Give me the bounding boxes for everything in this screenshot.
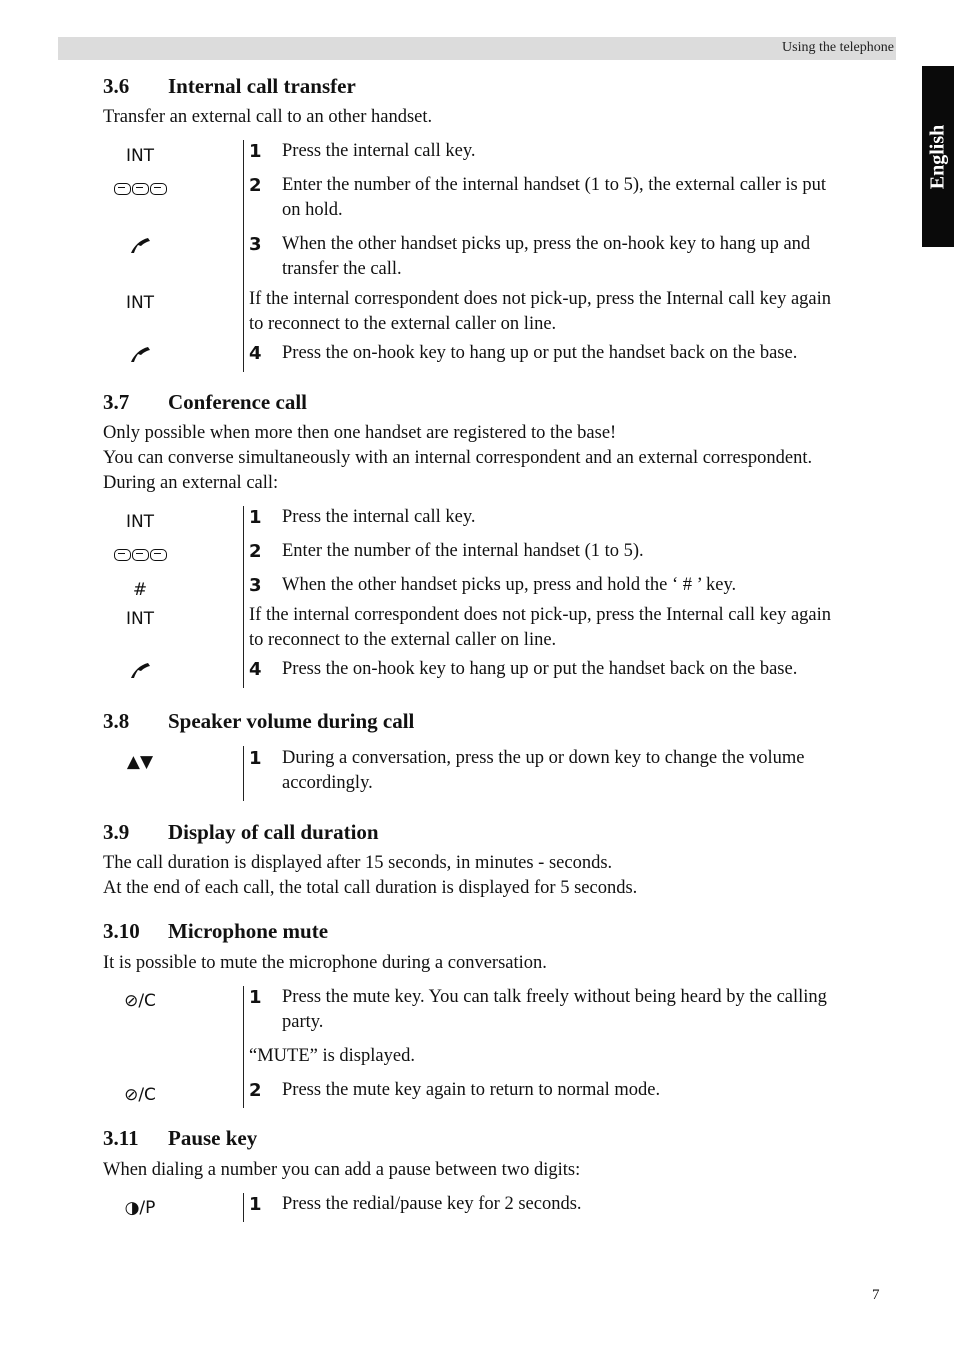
step-text: transfer the call. — [282, 259, 402, 279]
int-key-icon: INT — [125, 512, 155, 532]
section-number: 3.11 — [103, 1126, 139, 1150]
step-text: Press the mute key again to return to normal mode. — [282, 1080, 661, 1100]
section-heading — [103, 919, 328, 944]
instruction-divider — [243, 506, 244, 688]
key-icon — [132, 549, 149, 561]
language-tab — [922, 66, 954, 247]
key-icon — [114, 183, 131, 195]
instruction-step — [249, 1192, 889, 1217]
step-text: Press the on-hook key to hang up or put the handset back on the base. — [282, 659, 798, 679]
instruction-note — [249, 1044, 894, 1069]
instruction-step — [249, 657, 889, 682]
paragraph-line: At the end of each call, the total call duration is displayed for 5 seconds. — [103, 878, 638, 898]
paragraph — [103, 851, 637, 901]
note-text: If the internal correspondent does not pick-up, press the Internal call key again — [249, 605, 832, 625]
volume-up-down-icon: ▲▼ — [126, 752, 154, 772]
mute-key-icon: ⊘/C — [124, 991, 156, 1011]
step-text: Enter the number of the internal handset (1 to 5), the external caller is put — [282, 175, 827, 195]
section-number: 3.10 — [103, 919, 140, 943]
step-number: 2 — [249, 1080, 262, 1101]
instruction-step — [249, 139, 889, 164]
step-number: 4 — [249, 659, 262, 680]
instruction-step — [249, 746, 889, 796]
step-number: 1 — [249, 1194, 262, 1215]
step-text: Press the mute key. You can talk freely without being heard by the calling — [282, 987, 827, 1007]
instruction-note — [249, 603, 894, 653]
paragraph — [103, 421, 812, 496]
hash-key-icon: # — [132, 580, 148, 600]
section-heading — [103, 390, 307, 415]
key-icon — [150, 183, 167, 195]
paragraph: Transfer an external call to an other handset. — [103, 107, 433, 127]
step-text: During a conversation, press the up or down key to change the volume — [282, 748, 805, 768]
on-hook-icon — [110, 236, 170, 261]
section-heading — [103, 74, 356, 99]
instruction-step — [249, 341, 889, 366]
step-text: Enter the number of the internal handset (1 to 5). — [282, 541, 644, 561]
paragraph-line: You can converse simultaneously with an internal correspondent and an external correspondent. — [103, 448, 813, 468]
section-number: 3.8 — [103, 709, 130, 733]
section-number: 3.7 — [103, 390, 130, 414]
instruction-step — [249, 232, 889, 282]
step-number: 1 — [249, 141, 262, 162]
paragraph: When dialing a number you can add a pause between two digits: — [103, 1160, 581, 1180]
note-text: to reconnect to the external caller on line. — [249, 314, 557, 334]
step-text: Press the on-hook key to hang up or put the handset back on the base. — [282, 343, 798, 363]
section-title: Pause key — [168, 1126, 258, 1150]
section-title: Microphone mute — [168, 919, 329, 943]
language-tab-label: English — [926, 124, 949, 189]
mute-key-icon: ⊘/C — [124, 1085, 156, 1105]
step-number: 3 — [249, 234, 262, 255]
key-icon — [132, 183, 149, 195]
section-heading — [103, 1126, 257, 1151]
instruction-divider — [243, 746, 244, 801]
instruction-divider — [243, 986, 244, 1108]
note-text: “MUTE” is displayed. — [249, 1046, 415, 1066]
number-keys-icon — [110, 180, 170, 200]
instruction-step — [249, 505, 889, 530]
instruction-note — [249, 287, 894, 337]
instruction-step — [249, 173, 889, 223]
step-text: When the other handset picks up, press and hold the ‘ # ’ key. — [282, 575, 737, 595]
number-keys-icon — [110, 546, 170, 566]
section-number: 3.6 — [103, 74, 130, 98]
step-text: on hold. — [282, 200, 343, 220]
section-number: 3.9 — [103, 820, 130, 844]
step-text: party. — [282, 1012, 324, 1032]
step-text: accordingly. — [282, 773, 373, 793]
on-hook-icon — [110, 661, 170, 686]
section-heading — [103, 709, 414, 734]
step-number: 1 — [249, 748, 262, 769]
step-number: 1 — [249, 507, 262, 528]
section-title: Conference call — [168, 390, 307, 414]
section-heading — [103, 820, 379, 845]
running-header — [58, 37, 896, 60]
note-text: to reconnect to the external caller on line. — [249, 630, 557, 650]
step-text: Press the redial/pause key for 2 seconds. — [282, 1194, 582, 1214]
step-number: 1 — [249, 987, 262, 1008]
step-text: Press the internal call key. — [282, 507, 476, 527]
step-number: 2 — [249, 541, 262, 562]
instruction-step — [249, 985, 889, 1035]
step-number: 3 — [249, 575, 262, 596]
int-key-icon: INT — [125, 146, 155, 166]
running-title: Using the telephone — [782, 40, 894, 55]
section-title: Internal call transfer — [168, 74, 356, 98]
int-key-icon: INT — [125, 293, 155, 313]
on-hook-icon — [110, 345, 170, 370]
paragraph-line: The call duration is displayed after 15 seconds, in minutes - seconds. — [103, 853, 613, 873]
key-icon — [150, 549, 167, 561]
int-key-icon: INT — [125, 609, 155, 629]
section-title: Speaker volume during call — [168, 709, 415, 733]
section-title: Display of call duration — [168, 820, 379, 844]
instruction-divider — [243, 140, 244, 372]
page-number: 7 — [872, 1287, 880, 1303]
note-text: If the internal correspondent does not pick-up, press the Internal call key again — [249, 289, 832, 309]
step-text: When the other handset picks up, press the on-hook key to hang up and — [282, 234, 811, 254]
paragraph-line: During an external call: — [103, 473, 279, 493]
step-number: 2 — [249, 175, 262, 196]
instruction-step — [249, 539, 889, 564]
redial-pause-key-icon: ◑/P — [124, 1198, 156, 1218]
key-icon — [114, 549, 131, 561]
step-number: 4 — [249, 343, 262, 364]
instruction-divider — [243, 1193, 244, 1222]
paragraph-line: Only possible when more then one handset are registered to the base! — [103, 423, 617, 443]
step-text: Press the internal call key. — [282, 141, 476, 161]
instruction-step — [249, 573, 889, 598]
paragraph: It is possible to mute the microphone during a conversation. — [103, 953, 547, 973]
instruction-step — [249, 1078, 889, 1103]
